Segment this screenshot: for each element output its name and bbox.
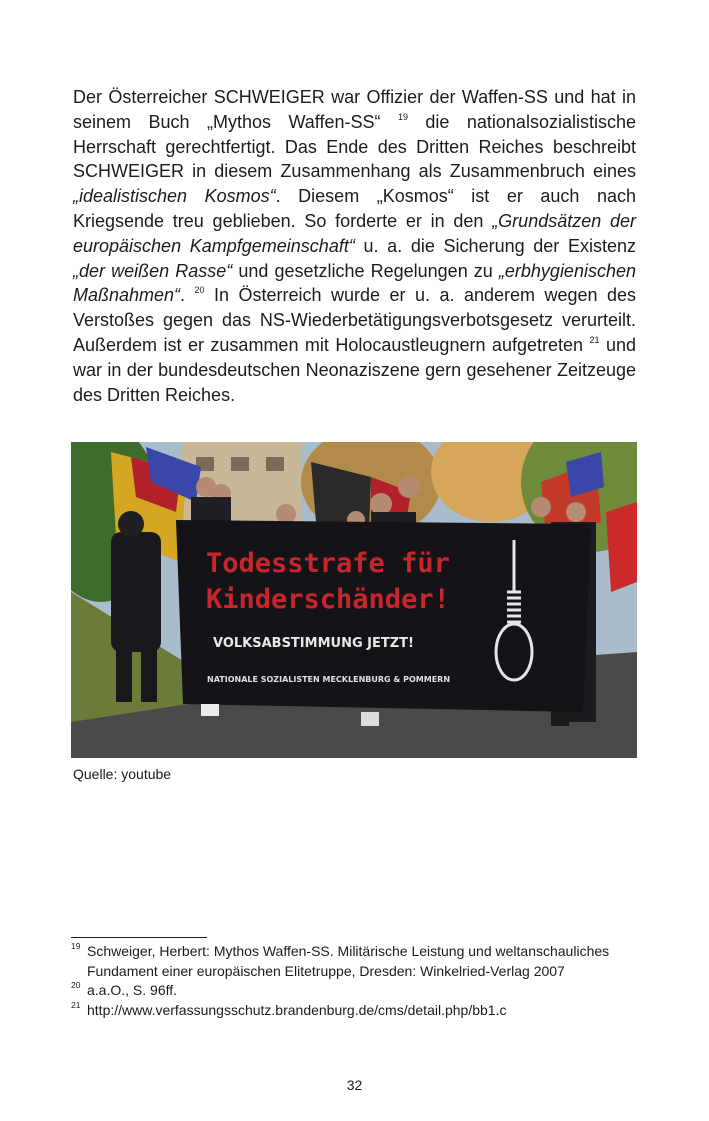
- footnote-number: 21: [71, 999, 81, 1010]
- footnote-text: Schweiger, Herbert: Mythos Waffen-SS. Militärische Leistung und weltanschauliches Fundament einer europäischen Elitetruppe, Dresden: Winkelried-Verlag 2007: [87, 943, 610, 979]
- body-text-segment: Der Österreicher SCHWEIGER war Offizier der Waffen-SS und hat in seinem Buch „Mythos Waffen-SS“: [73, 87, 636, 132]
- body-text-segment: .: [180, 285, 195, 306]
- body-text-segment: und war in der bundesdeutschen Neonaziszene gern gesehener Zeitzeuge des Dritten Reiches.: [73, 334, 636, 405]
- banner-line-4: NATIONALE SOZIALISTEN MECKLENBURG & POMMERN: [207, 675, 451, 684]
- footnote-number: 19: [71, 941, 81, 951]
- footnote-url[interactable]: http://www.verfassungsschutz.brandenburg.de/cms/detail.php/bb1.c: [87, 1001, 507, 1018]
- image-caption: Quelle: youtube: [73, 766, 172, 782]
- banner-line-3: VOLKSABSTIMMUNG JETZT!: [213, 636, 414, 651]
- footnote-ref-21[interactable]: 21: [589, 334, 600, 345]
- body-text-segment: . Diesem „Kosmos“ ist er auch nach Kriegsende treu geblieben. So forderte er in den: [73, 186, 636, 231]
- footnote-ref-20[interactable]: 20: [194, 285, 205, 296]
- footnote-number: 20: [71, 980, 81, 990]
- body-paragraph: [73, 85, 636, 407]
- banner-line-2: Kinderschänder!: [206, 584, 450, 615]
- footnote-21: [71, 1001, 637, 1021]
- footnotes: [71, 942, 637, 1020]
- italic-quote: „erbhygienischen Maßnahmen“: [73, 260, 636, 306]
- footnote-separator: [71, 937, 207, 938]
- italic-quote: „Grundsätzen der europäischen Kampfgemeinschaft“: [73, 210, 636, 256]
- footnote-20: [71, 981, 637, 1001]
- italic-quote: „der weißen Rasse“: [73, 260, 233, 281]
- body-text-segment: u. a. die Sicherung der Existenz: [354, 235, 636, 256]
- page-number: 32: [346, 1077, 363, 1093]
- footnote-ref-19[interactable]: 19: [397, 111, 408, 122]
- body-text-segment: die nationalsozialistische Herrschaft gerechtfertigt. Das Ende des Dritten Reiches beschreibt SCHWEIGER in diesem Zusammenhang als Zusammenbruch eines: [73, 111, 636, 182]
- italic-quote: „idealistischen Kosmos“: [73, 186, 276, 207]
- banner-line-1: Todesstrafe für: [206, 548, 450, 579]
- body-text-segment: und gesetzliche Regelungen zu: [232, 260, 499, 281]
- body-text-segment: In Österreich wurde er u. a. anderem wegen des Verstoßes gegen das NS-Wiederbetätigungsverbotsgesetz verurteilt. Außerdem ist er zusammen mit Holocaustleugnern aufgetreten: [73, 285, 636, 355]
- footnote-19: [71, 942, 637, 981]
- demonstration-photo: [71, 442, 637, 758]
- footnote-text: a.a.O., S. 96ff.: [87, 982, 178, 998]
